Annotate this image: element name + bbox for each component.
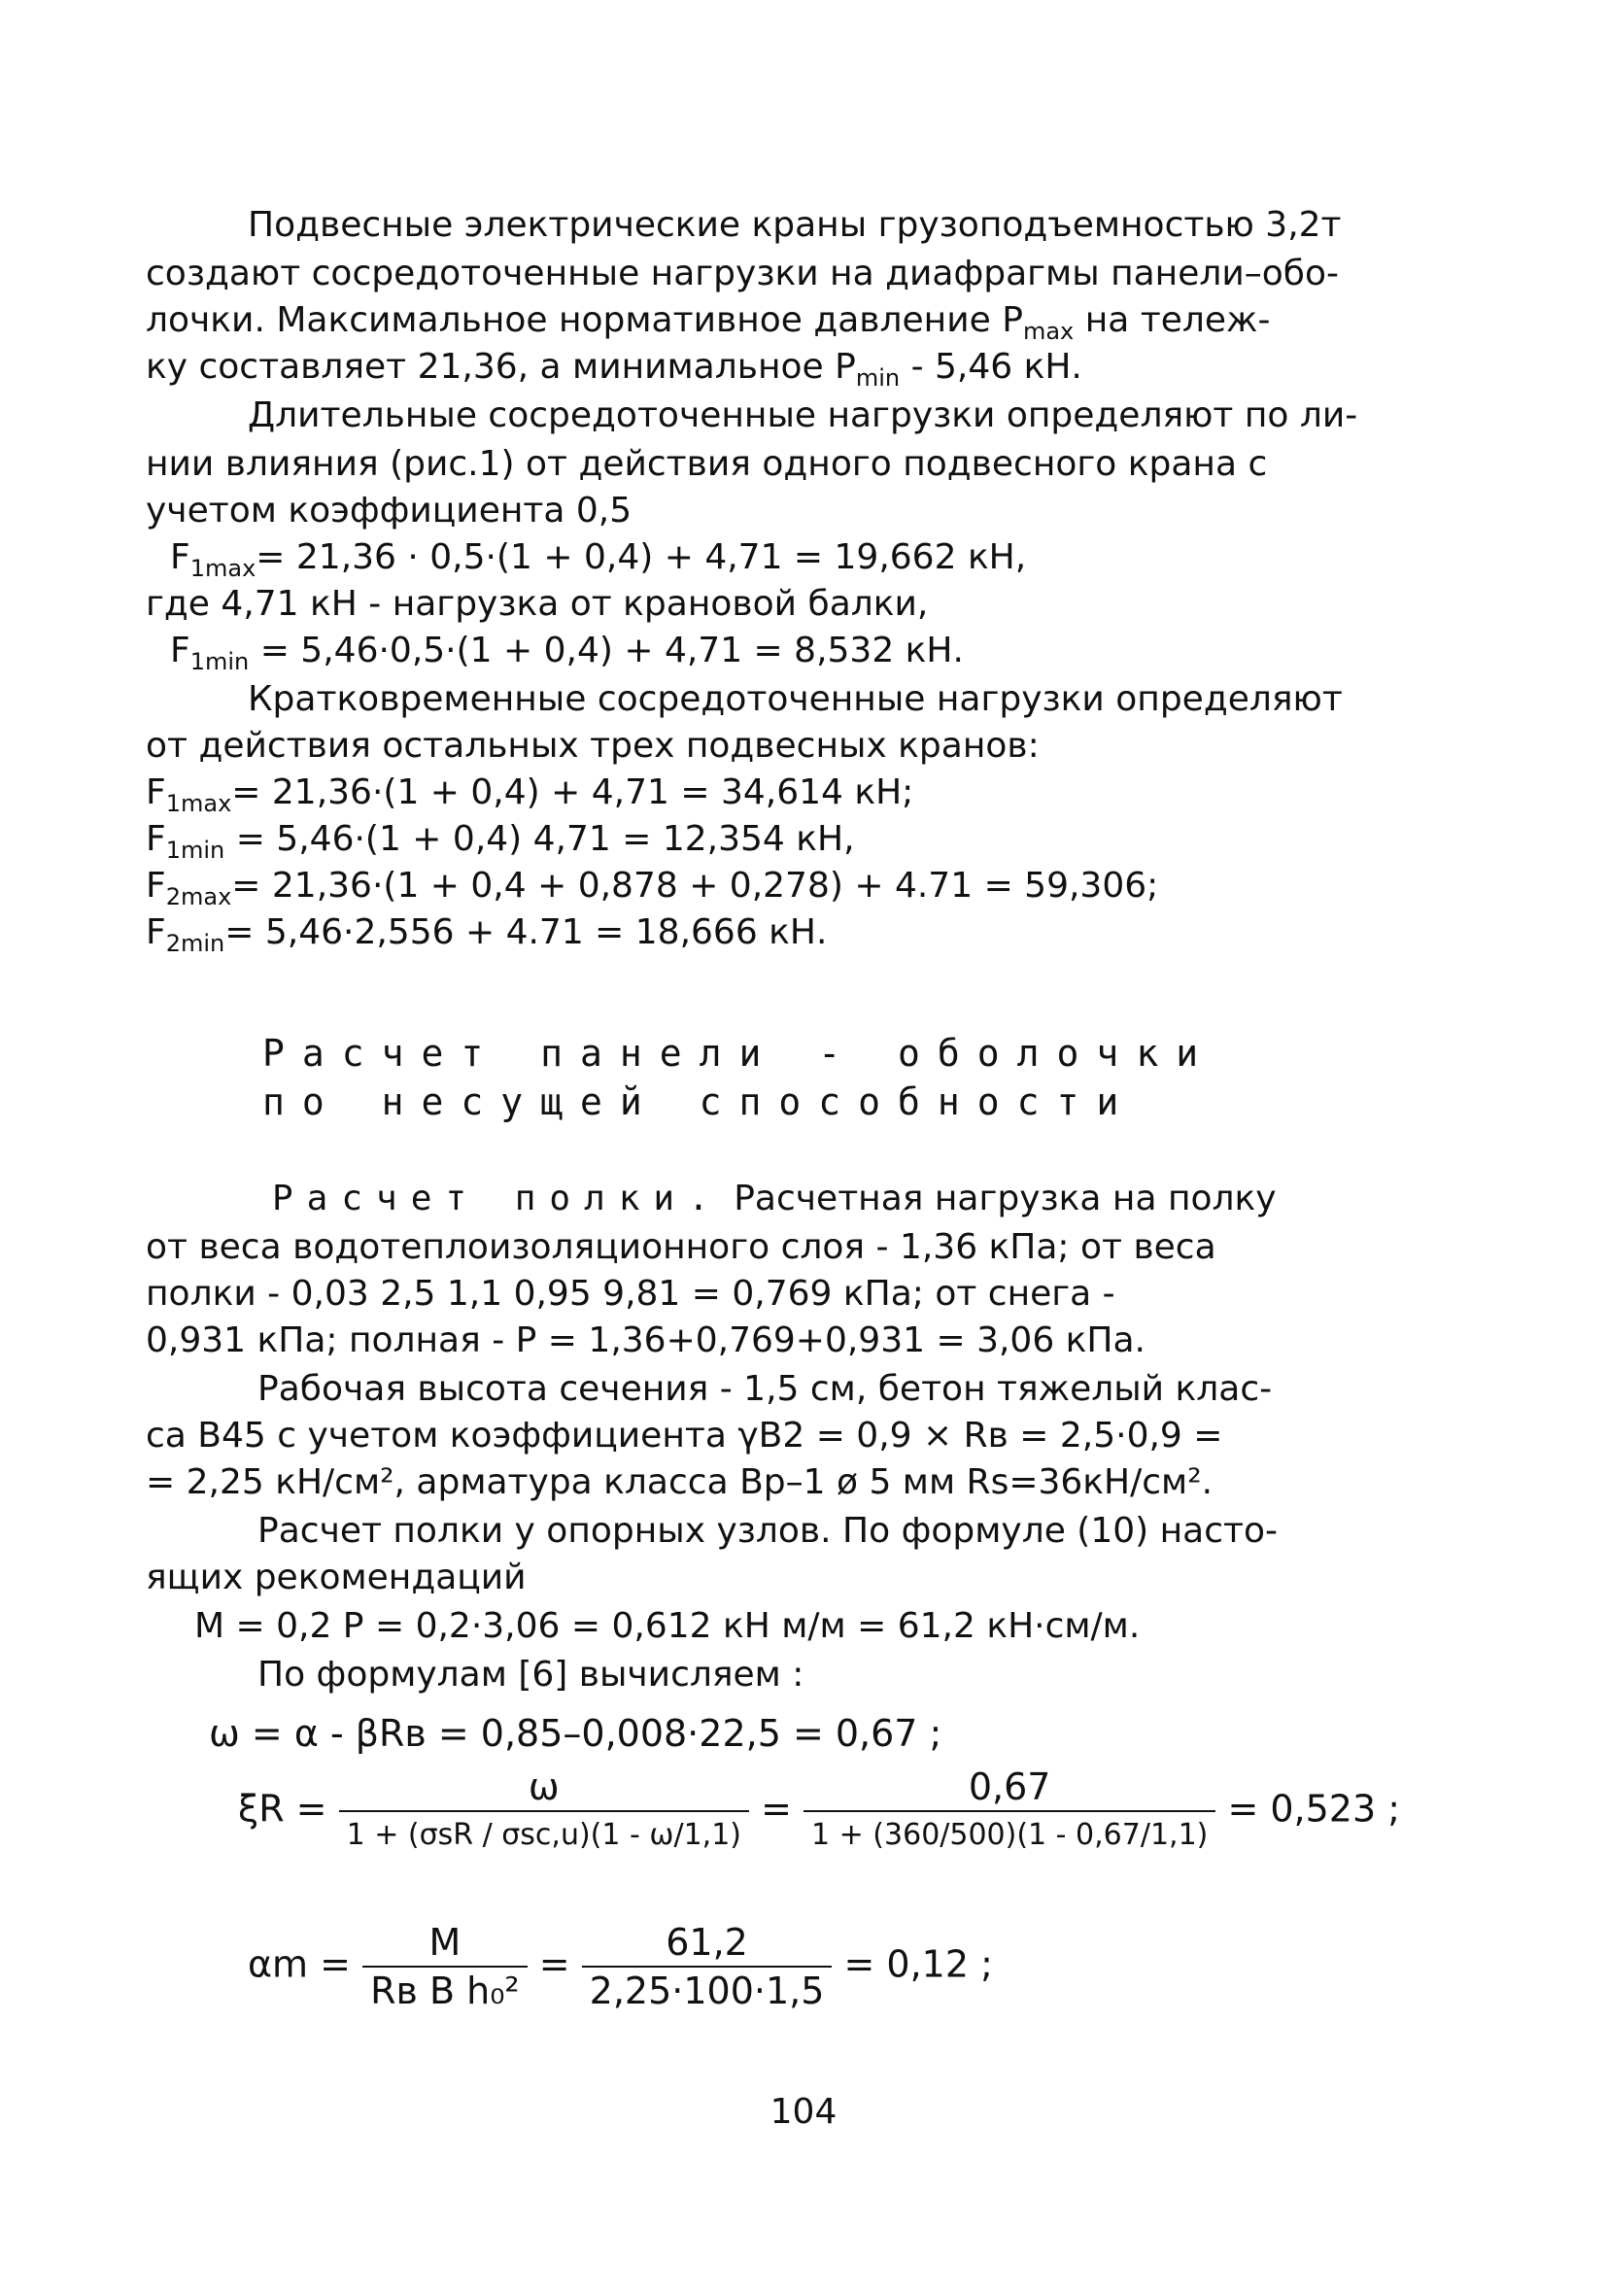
- p-max-symbol: $P_{max}$: [1002, 300, 1075, 345]
- equation-f1max: $F_{1max}= 21,36 \cdot 0,5\cdot(1 + 0,4) + 4,71 = 19,662$ кН,: [170, 537, 1027, 582]
- fraction: $\frac{61,2}{2,25\cdot 100\cdot 1,5}$: [582, 1919, 833, 2014]
- equation-f2max: $F_{2max}= 21,36\cdot(1 + 0,4 + 0,878 + 0,278) + 4.71 = 59,306$;: [146, 866, 1159, 910]
- equation-xi-r: ξR = $\frac{\omega}{\text{1 + (σsR / σsc,u)(1 - ω/1,1)}}$ = $\frac{0,67}{1 + (360/500)(1 - 0,67/1,1)}$ = 0,523 ;: [238, 1764, 1400, 1859]
- section-heading-line: по несущей способности: [262, 1080, 1137, 1123]
- text-line: Длительные сосредоточенные нагрузки определяют по ли-: [248, 395, 1358, 435]
- text-line: ку составляет 21,36, а минимальное $P_{min} - 5,46$ кН.: [146, 347, 1082, 392]
- equation-moment: M = 0,2 P = 0,2·3,06 = 0,612 кН м/м = 61,2 кН·см/м.: [194, 1606, 1141, 1646]
- text-line: полки - 0,03 2,5 1,1 0,95 9,81 = 0,769 кПа; от снега -: [146, 1274, 1115, 1314]
- equation-f1min: $F_{1min} = 5,46\cdot 0,5\cdot(1 + 0,4) + 4,71 = 8,532$ кН.: [170, 631, 964, 675]
- text-line: = 2,25 кН/см², арматура класса Вр–1 ø 5 мм Rs=36кН/см².: [146, 1462, 1214, 1502]
- text-line: 0,931 кПа; полная - Р = 1,36+0,769+0,931 = 3,06 кПа.: [146, 1320, 1145, 1360]
- fraction: $\frac{M}{\text{Rв B h₀²}}$: [362, 1919, 528, 2014]
- text-line: По формулам [6] вычисляем :: [257, 1655, 804, 1695]
- fraction: $\frac{\omega}{\text{1 + (σsR / σsc,u)(1 - ω/1,1)}}$: [339, 1764, 749, 1859]
- section-heading-line: Расчет панели - оболочки: [262, 1032, 1216, 1075]
- equation-f1max-short: $F_{1max}= 21,36\cdot(1 + 0,4) + 4,71 = 34,614$ кН;: [146, 772, 914, 817]
- text-line: учетом коэффициента 0,5: [146, 491, 633, 531]
- text-line: от действия остальных трех подвесных кранов:: [146, 726, 1040, 766]
- equation-omega: ω = α - βRв = 0,85–0,008·22,5 = 0,67 ;: [209, 1712, 942, 1755]
- subsection-title: Расчет полки.: [272, 1179, 723, 1218]
- text-line: ящих рекомендаций: [146, 1558, 527, 1597]
- text-line: са В45 с учетом коэффициента γB2 = 0,9 × Rв = 2,5·0,9 =: [146, 1416, 1223, 1456]
- text-line: от веса водотеплоизоляционного слоя - 1,36 кПа; от веса: [146, 1227, 1216, 1267]
- text-line: где 4,71 кН - нагрузка от крановой балки,: [146, 584, 929, 624]
- text-line: создают сосредоточенные нагрузки на диафрагмы панели–обо-: [146, 254, 1340, 293]
- fraction: $\frac{0,67}{1 + (360/500)(1 - 0,67/1,1)}$: [804, 1764, 1215, 1859]
- text-line: Расчет полки. Расчетная нагрузка на полку: [272, 1179, 1277, 1218]
- text-line: Подвесные электрические краны грузоподъемностью 3,2т: [248, 205, 1342, 245]
- text-line: нии влияния (рис.1) от действия одного подвесного крана с: [146, 444, 1268, 484]
- p-min-symbol: $P_{min}$: [835, 347, 901, 392]
- equation-f2min: $F_{2min}= 5,46\cdot 2,556 + 4.71 = 18,666$ кН.: [146, 912, 828, 957]
- equation-f1min-short: $F_{1min} = 5,46\cdot(1 + 0,4) 4,71 = 12,354$ кН,: [146, 819, 855, 864]
- equation-alpha-m: αm = $\frac{M}{\text{Rв B h₀²}}$ = $\frac{61,2}{2,25\cdot 100\cdot 1,5}$ = 0,12 ;: [248, 1921, 993, 2012]
- text-line: Кратковременные сосредоточенные нагрузки определяют: [248, 679, 1343, 719]
- text-line: Расчет полки у опорных узлов. По формуле (10) насто-: [257, 1511, 1279, 1551]
- page-number: 104: [769, 2092, 838, 2132]
- text-line: лочки. Максимальное нормативное давление $P_{max}$ на тележ-: [146, 300, 1271, 345]
- text-line: Рабочая высота сечения - 1,5 см, бетон тяжелый клас-: [257, 1369, 1273, 1409]
